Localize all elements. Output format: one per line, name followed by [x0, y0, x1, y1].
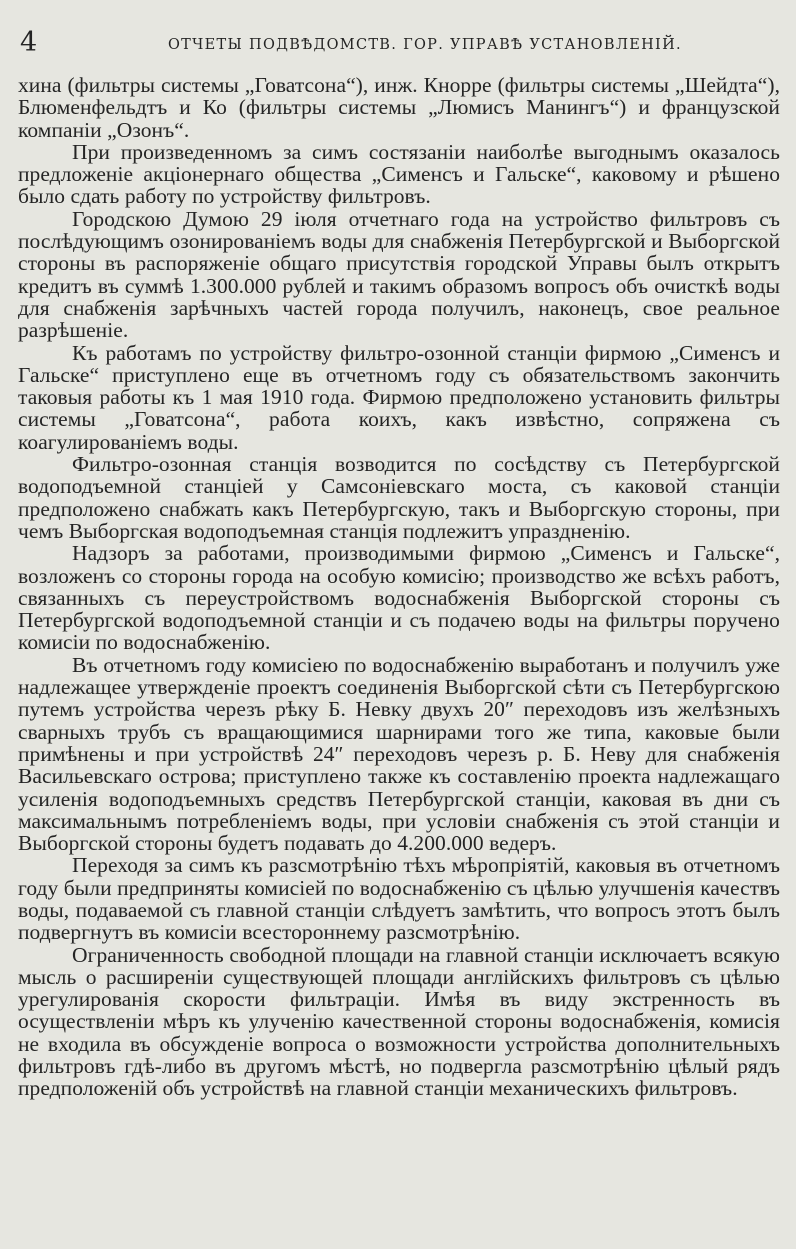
paragraph: Надзоръ за работами, производимыми фирмою „Сименсъ и Гальске“, возложенъ со стороны города на особую комисію; производство же всѣхъ работъ, связанныхъ съ переустройствомъ водоснабженія Выборгской стороны съ Петербургской водоподъемной станціи и съ подачею воды на фильтры поручено комисіи по водоснабженію.	[18, 541, 780, 655]
paragraph: При произведенномъ за симъ состязаніи наиболѣе выгоднымъ оказалось предложеніе акціонернаго общества „Сименсъ и Гальске“, каковому и рѣшено было сдать работу по устройству фильтровъ.	[18, 139, 780, 209]
paragraph: Переходя за симъ къ разсмотрѣнію тѣхъ мѣропріятій, каковыя въ отчетномъ году были предприняты комисіей по водоснабженію съ цѣлью улучшенія качествъ воды, подаваемой съ главной станціи слѣдуетъ замѣтить, что вопросъ этотъ былъ подвергнутъ въ комисіи всестороннему разсмотрѣнію.	[18, 853, 780, 945]
paragraph: Въ отчетномъ году комисіею по водоснабженію выработанъ и получилъ уже надлежащее утвержденіе проектъ соединенія Выборгской сѣти съ Петербургскою путемъ устройства черезъ рѣку Б. Невку двухъ 20″ переходовъ изъ желѣзныхъ сварныхъ трубъ съ вращающимися шарнирами того же типа, каковые были примѣнены и при устройствѣ 24″ переходовъ черезъ р. Б. Неву для снабженія Васильевскаго острова; приступлено также къ составленію проекта надлежащаго усиленія водоподъемныхъ средствъ Петербургской станціи, каковая въ дни съ максимальнымъ потребленіемъ воды, при условіи снабженія съ этой станціи и Выборгской стороны будетъ подавать до 4.200.000 ведеръ.	[18, 652, 780, 856]
page-number: 4	[20, 27, 38, 58]
page-header	[18, 28, 780, 62]
running-head: ОТЧЕТЫ ПОДВѢДОМСТВ. ГОР. УПРАВѢ УСТАНОВЛЕНІЙ.	[168, 37, 682, 53]
paragraph: Къ работамъ по устройству фильтро-озонной станціи фирмою „Сименсъ и Гальске“ приступлено еще въ отчетномъ году съ обязательствомъ закончить таковыя работы къ 1 мая 1910 года. Фирмою предположено установить фильтры системы „Говатсона“, работа коихъ, какъ извѣстно, сопряжена съ коагулированіемъ воды.	[18, 340, 780, 454]
paragraph: Ограниченность свободной площади на главной станціи исключаетъ всякую мысль о расширеніи существующей площади англійскихъ фильтровъ съ цѣлью урегулированія скорости фильтраціи. Имѣя въ виду экстренность въ осуществленіи мѣръ къ улученію качественной стороны водоснабженія, комисія не входила въ обсужденіе вопроса о возможности устройства дополнительныхъ фильтровъ гдѣ-либо въ другомъ мѣстѣ, но подвергла разсмотрѣнію цѣлый рядъ предположеній объ устройствѣ на главной станціи механическихъ фильтровъ.	[18, 942, 780, 1101]
paragraph: Фильтро-озонная станція возводится по сосѣдству съ Петербургской водоподъемной станціей у Самсоніевскаго моста, съ каковой станціи предположено снабжать какъ Петербургскую, такъ и Выборгскую стороны, при чемъ Выборгская водоподъемная станція подлежитъ упраздненію.	[18, 452, 780, 543]
paragraph-continuation: хина (фильтры системы „Говатсона“), инж. Кнорре (фильтры системы „Шейдта“), Блюменфельдтъ и Ко (фильтры системы „Люмисъ Манингъ“) и французской компаніи „Озонъ“.	[18, 73, 780, 142]
body-text	[18, 74, 780, 1100]
paragraph: Городскою Думою 29 іюля отчетнаго года на устройство фильтровъ съ послѣдующимъ озонированіемъ воды для снабженія Петербургской и Выборгской стороны въ распоряженіе общаго присутствія городской Управы былъ открытъ кредитъ въ суммѣ 1.300.000 рублей и такимъ образомъ вопросъ объ очисткѣ воды для снабженія зарѣчныхъ частей города получилъ, наконецъ, свое реальное разрѣшеніе.	[18, 206, 780, 343]
